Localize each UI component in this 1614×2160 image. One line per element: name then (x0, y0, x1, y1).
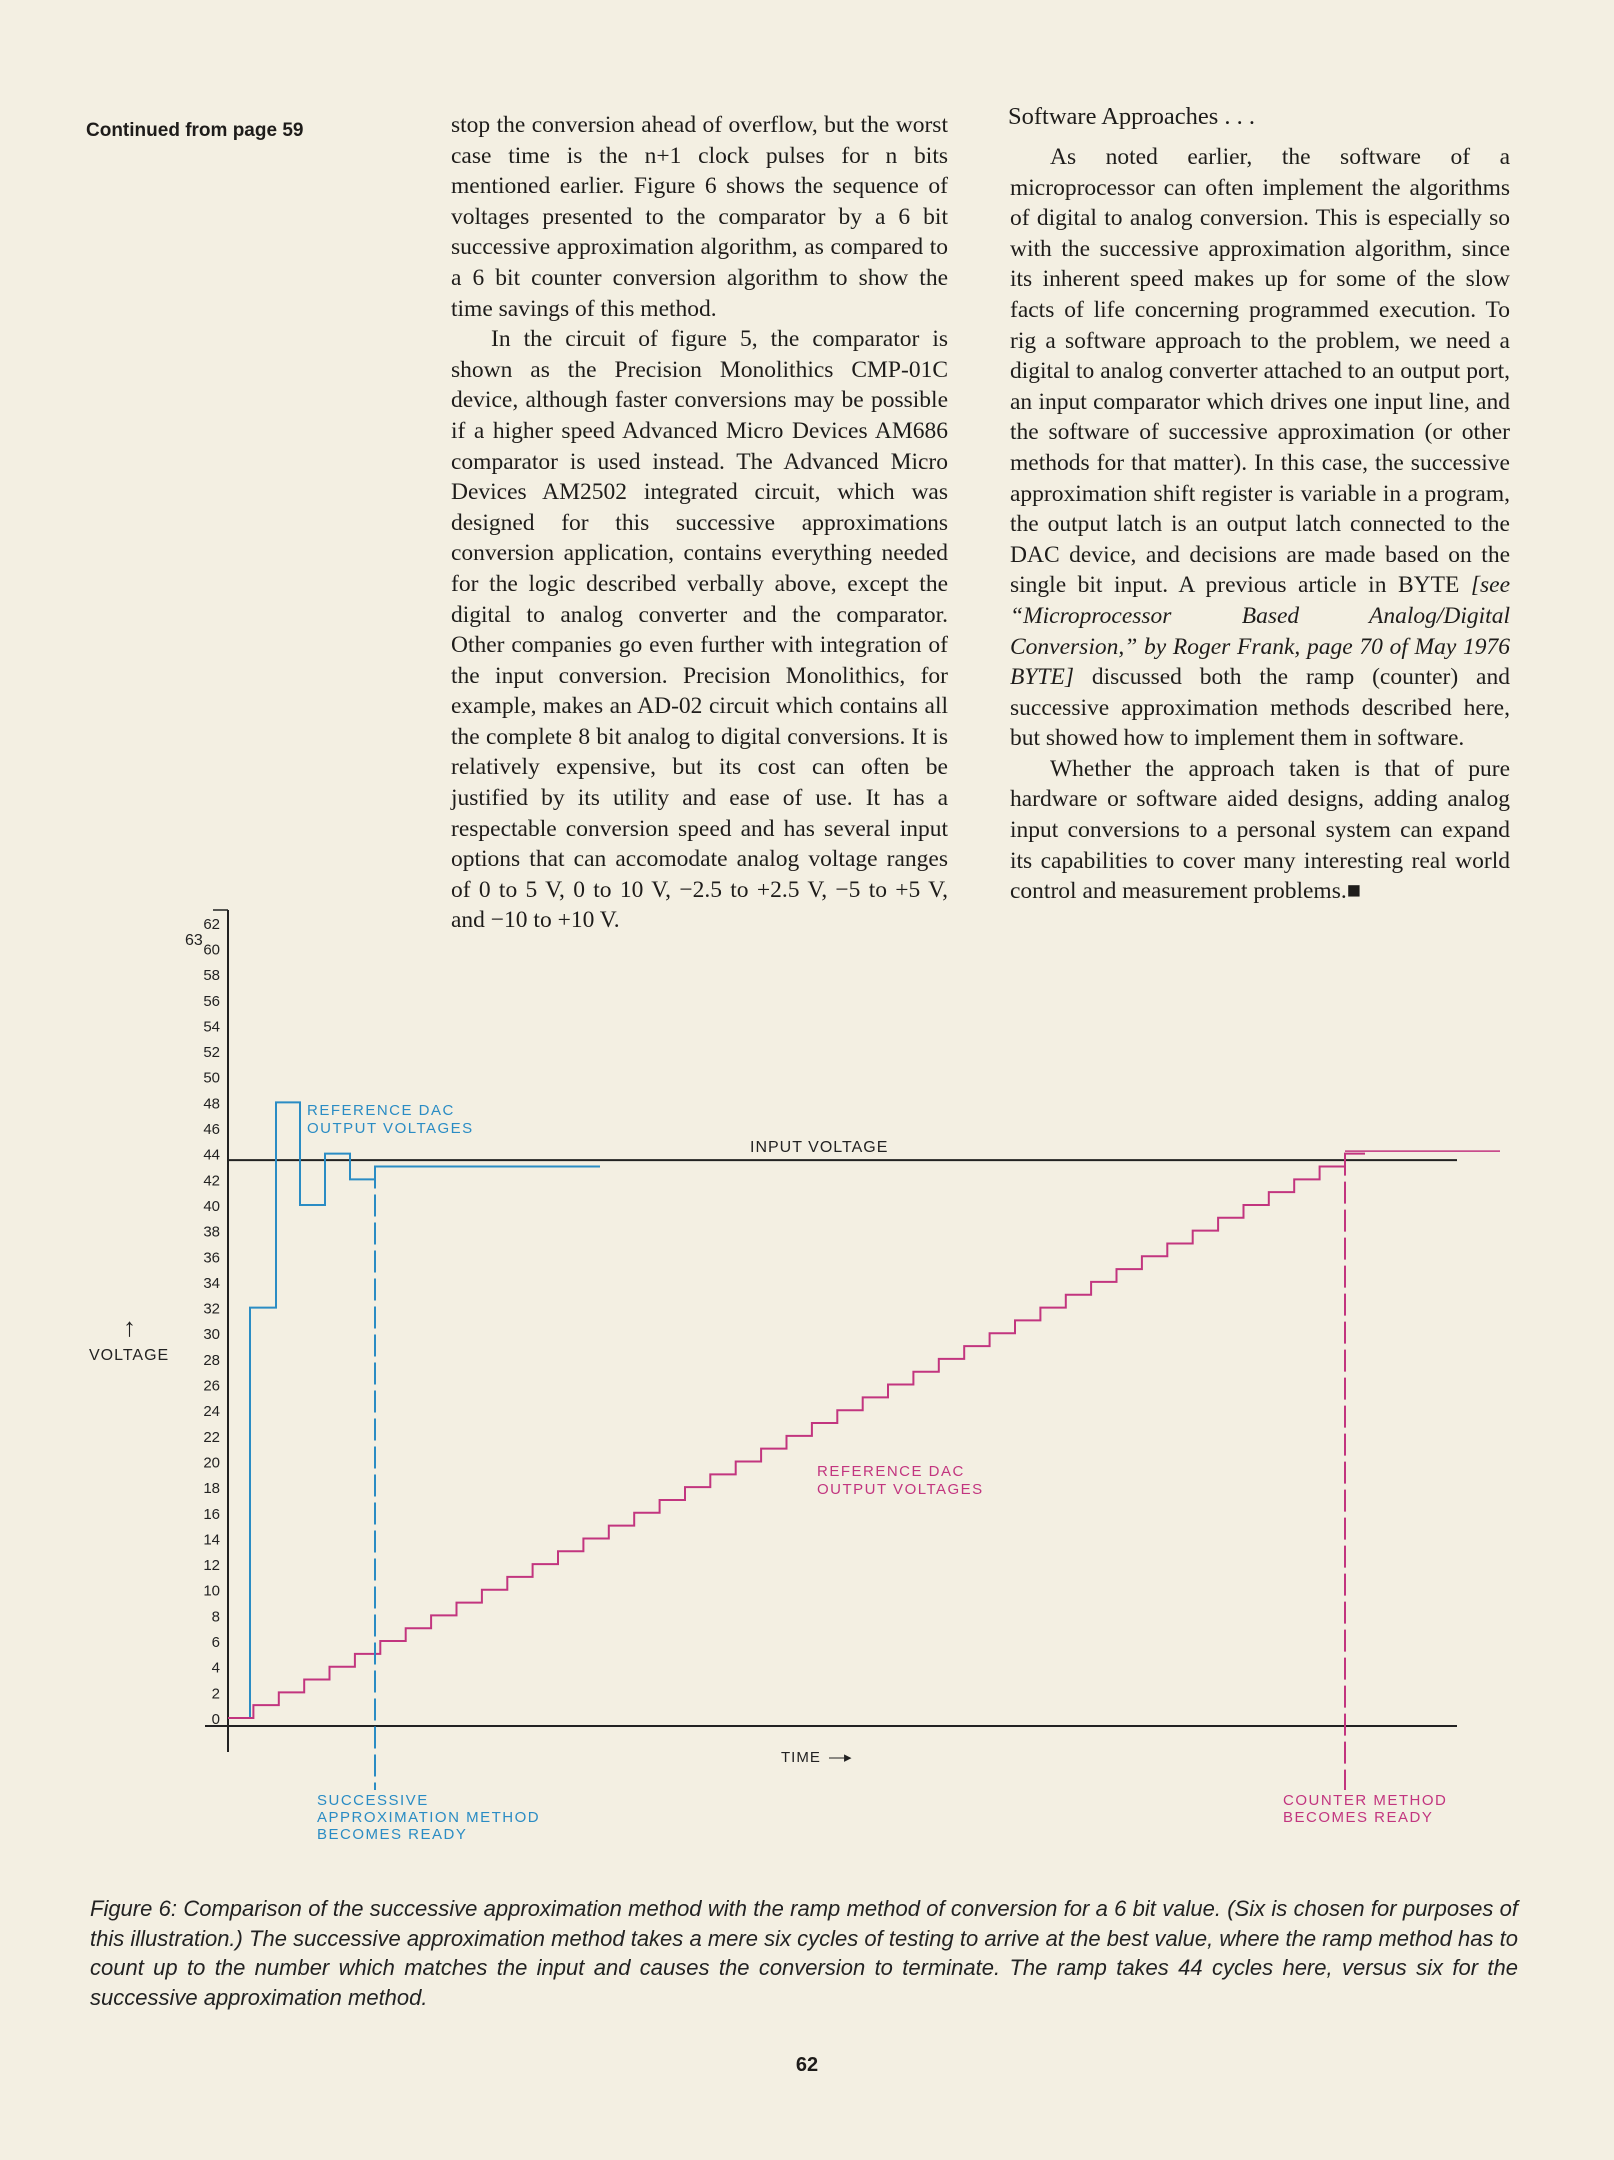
y-tick-32: 32 (203, 1300, 220, 1318)
y-tick-52: 52 (203, 1044, 220, 1062)
y-tick-58: 58 (203, 967, 220, 985)
input-voltage-label: INPUT VOLTAGE (750, 1139, 889, 1157)
ramp-series-label-line2: OUTPUT VOLTAGES (817, 1481, 984, 1498)
y-axis-label: VOLTAGE (89, 1347, 170, 1364)
right-paragraph-1-tail: discussed both the ramp (counter) and successive approximation methods described here, but showed how to implement them in software. (1010, 664, 1510, 752)
y-tick-34: 34 (203, 1274, 220, 1292)
y-tick-56: 56 (203, 992, 220, 1010)
sa-series-label-line1: REFERENCE DAC (307, 1102, 455, 1119)
y-tick-labels (203, 916, 220, 1728)
counter-ready-label-line2: BECOMES READY (1283, 1809, 1434, 1826)
y-tick-12: 12 (203, 1557, 220, 1575)
y-tick-10: 10 (203, 1582, 220, 1600)
y-tick-0: 0 (211, 1711, 220, 1728)
byte-reference: [see “Microprocessor Based Analog/Digital Conversion,” by Roger Frank, page 70 of May 1976 BYTE] (1010, 572, 1510, 691)
ramp-series-label-line1: REFERENCE DAC (817, 1463, 965, 1480)
y-tick-30: 30 (203, 1326, 220, 1344)
x-axis-arrow-icon: —▸ (829, 1749, 852, 1766)
y-tick-14: 14 (203, 1531, 220, 1549)
y-tick-4: 4 (211, 1659, 220, 1677)
y-tick-48: 48 (203, 1095, 220, 1113)
y-tick-26: 26 (203, 1377, 220, 1395)
section-heading: Software Approaches . . . (1008, 103, 1255, 130)
y-tick-28: 28 (203, 1351, 220, 1369)
y-tick-62: 62 (203, 915, 220, 933)
continued-from-label: Continued from page 59 (86, 120, 304, 141)
y-tick-40: 40 (203, 1197, 220, 1215)
right-paragraph-2: Whether the approach taken is that of pure hardware or software aided designs, adding analog input conversions to a personal system can expand its capabilities to cover many interesting real world control and measurement problems.■ (1010, 755, 1510, 905)
counter-ready-label-line1: COUNTER METHOD (1283, 1792, 1448, 1809)
y-tick-18: 18 (203, 1480, 220, 1498)
y-tick-36: 36 (203, 1249, 220, 1267)
y-tick-6: 6 (211, 1634, 220, 1652)
y-tick-50: 50 (203, 1069, 220, 1087)
y-tick-16: 16 (203, 1505, 220, 1523)
y-top-label: 63 (185, 932, 203, 949)
right-paragraph-1-text: As noted earlier, the software of a microprocessor can often implement the algorithms of digital to analog conversion. This is especially so with the successive approximation algorithm, since its inherent speed makes up for some of the slow facts of life concerning programmed execution. To rig a software approach to the problem, we need a digital to analog converter attached to an output port, an input comparator which drives one input line, and the software of successive approximation (or other methods for that matter). In this case, the successive approximation shift register is variable in a program, the output latch is an output latch connected to the DAC device, and decisions are made based on the single bit input. A previous article in BYTE (1010, 144, 1510, 599)
sa-ready-label-line3: BECOMES READY (317, 1826, 468, 1843)
y-tick-54: 54 (203, 1018, 220, 1036)
sa-series-label-line2: OUTPUT VOLTAGES (307, 1120, 474, 1137)
y-tick-2: 2 (211, 1685, 220, 1703)
counter-ramp-series (228, 1154, 1365, 1718)
sa-ready-label-line1: SUCCESSIVE (317, 1792, 429, 1809)
y-tick-42: 42 (203, 1172, 220, 1190)
successive-approximation-series (228, 1102, 600, 1718)
y-tick-24: 24 (203, 1403, 220, 1421)
y-tick-8: 8 (211, 1608, 220, 1626)
y-tick-22: 22 (203, 1428, 220, 1446)
y-tick-20: 20 (203, 1454, 220, 1472)
figure-caption: Figure 6: Comparison of the successive approximation method with the ramp method of conversion for a 6 bit value. (Six is chosen for purposes of this illustration.) The successive approximation method takes a mere six cycles of testing to arrive at the best value, where the ramp method has to count up to the number which matches the input and causes the conversion to terminate. The ramp takes 44 cycles here, versus six for the successive approximation method. (90, 1896, 1518, 2010)
y-axis-arrow-icon: ↑ (123, 1312, 136, 1342)
middle-paragraph-1: stop the conversion ahead of overflow, but the worst case time is the n+1 clock pulses for n bits mentioned earlier. Figure 6 shows the sequence of voltages presented to the comparator by a 6 bit successive approximation algorithm, as compared to a 6 bit counter conversion algorithm to show the time savings of this method. (451, 112, 948, 322)
y-tick-44: 44 (203, 1146, 220, 1164)
y-tick-46: 46 (203, 1121, 220, 1139)
x-axis-label: TIME (781, 1749, 821, 1766)
middle-paragraph-2: In the circuit of figure 5, the comparator is shown as the Precision Monolithics CMP-01C device, although faster conversions may be possible if a higher speed Advanced Micro Devices AM686 comparator is used instead. The Advanced Micro Devices AM2502 integrated circuit, which was designed for this successive approximations conversion application, contains everything needed for the logic described verbally above, except the digital to analog converter and the comparator. Other companies go even further with integration of the input conversion. Precision Monolithics, for example, makes an AD-02 circuit which contains all the complete 8 bit analog to digital conversions. It is relatively expensive, but its cost can often be justified by its utility and ease of use. It has a respectable conversion speed and has several input options that can accomodate analog voltage ranges of 0 to 5 V, 0 to 10 V, −2.5 to +2.5 V, −5 to +5 V, and −10 to +10 V. (451, 326, 948, 934)
y-tick-38: 38 (203, 1223, 220, 1241)
page-number: 62 (795, 2054, 819, 2076)
y-tick-60: 60 (203, 941, 220, 959)
sa-ready-label-line2: APPROXIMATION METHOD (317, 1809, 541, 1826)
